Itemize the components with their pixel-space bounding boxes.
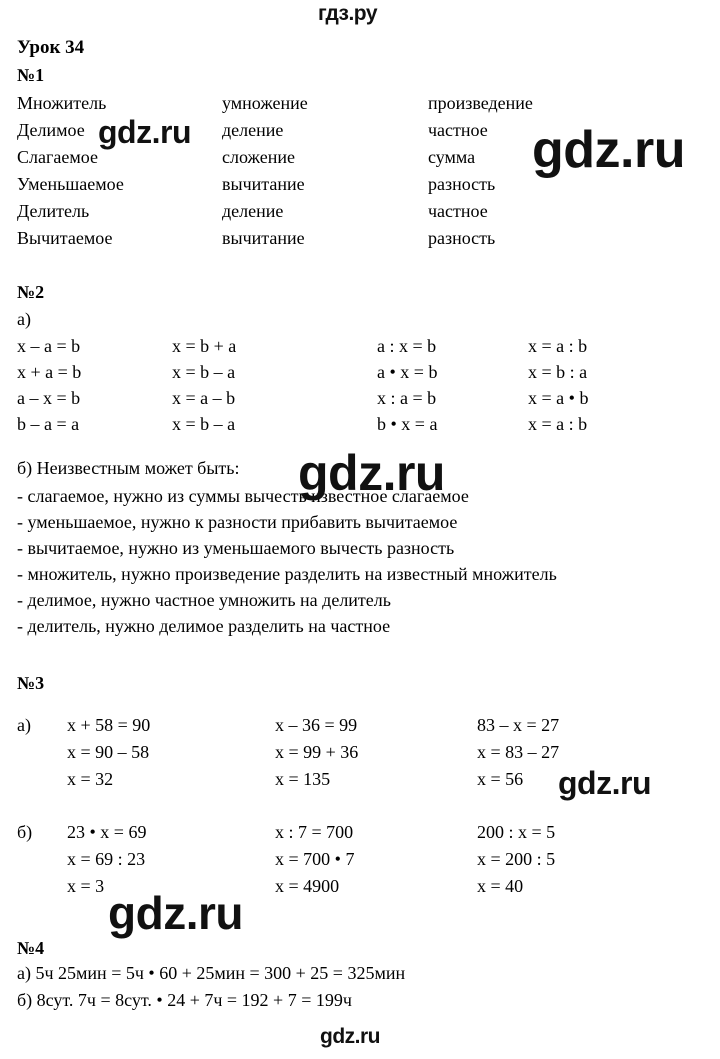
task-2-row-3-col-4: x = a • b <box>528 388 589 408</box>
list-item: - вычитаемое, нужно из уменьшаемого вычесть разность <box>17 538 455 558</box>
table-row-2-component: Делимое <box>17 120 85 140</box>
page-title: Урок 34 <box>17 37 85 58</box>
task-3a-col-2-line-1: x – 36 = 99 <box>275 715 358 735</box>
watermark-right: gdz.ru <box>532 121 685 179</box>
task-2-number: №2 <box>17 282 45 302</box>
table-row-4-component: Уменьшаемое <box>17 174 124 194</box>
task-3b-col-3-line-3: x = 40 <box>477 876 524 896</box>
watermark-left-lower: gdz.ru <box>108 887 243 939</box>
table-row-3-result: сумма <box>428 147 476 167</box>
watermark-top: гдз.ру <box>318 2 378 25</box>
table-row-2-result: частное <box>428 120 488 140</box>
task-2-row-2-col-3: a • x = b <box>377 362 438 382</box>
table-row-4-operation: вычитание <box>222 174 305 194</box>
task-2-row-3-col-2: x = a – b <box>172 388 236 408</box>
task-4-number: №4 <box>17 938 45 958</box>
task-2-row-2-col-2: x = b – a <box>172 362 236 382</box>
table-row-3-component: Слагаемое <box>17 147 98 167</box>
task-3-number: №3 <box>17 673 45 693</box>
task-2-row-1-col-1: x – a = b <box>17 336 81 356</box>
task-4-line-2: б) 8сут. 7ч = 8сут. • 24 + 7ч = 192 + 7 = 199ч <box>17 990 352 1010</box>
watermark-right-lower: gdz.ru <box>558 765 651 801</box>
task-3-part-a-label: а) <box>17 715 31 735</box>
list-item: - множитель, нужно произведение разделить на известный множитель <box>17 564 557 584</box>
table-row-5-operation: деление <box>222 201 284 221</box>
task-4-line-1: а) 5ч 25мин = 5ч • 60 + 25мин = 300 + 25 = 325мин <box>17 963 406 983</box>
task-3a-col-3-line-1: 83 – x = 27 <box>477 715 560 735</box>
table-row-2-operation: деление <box>222 120 284 140</box>
task-2-part-b-label: б) Неизвестным может быть: <box>17 458 240 478</box>
task-3b-col-1-line-1: 23 • x = 69 <box>67 822 147 842</box>
task-3a-col-1-line-3: x = 32 <box>67 769 114 789</box>
table-row-6-operation: вычитание <box>222 228 305 248</box>
table-row-4-result: разность <box>428 174 496 194</box>
task-3a-col-1-line-2: x = 90 – 58 <box>67 742 150 762</box>
task-2-row-1-col-4: x = a : b <box>528 336 588 356</box>
task-2-row-3-col-3: x : a = b <box>377 388 437 408</box>
task-3a-col-3-line-2: x = 83 – 27 <box>477 742 560 762</box>
task-1-number: №1 <box>17 65 45 85</box>
task-2-row-2-col-4: x = b : a <box>528 362 588 382</box>
watermark-bottom: gdz.ru <box>320 1025 380 1048</box>
task-2-row-3-col-1: a – x = b <box>17 388 81 408</box>
task-3a-col-3-line-3: x = 56 <box>477 769 524 789</box>
task-3a-col-2-line-2: x = 99 + 36 <box>275 742 359 762</box>
table-row-3-operation: сложение <box>222 147 295 167</box>
list-item: - слагаемое, нужно из суммы вычесть известное слагаемое <box>17 486 469 506</box>
task-3a-col-2-line-3: x = 135 <box>275 769 331 789</box>
table-row-5-component: Делитель <box>17 201 90 221</box>
task-3b-col-2-line-1: x : 7 = 700 <box>275 822 354 842</box>
task-2-row-4-col-2: x = b – a <box>172 414 236 434</box>
task-2-part-a-label: а) <box>17 309 31 329</box>
task-3b-col-2-line-2: x = 700 • 7 <box>275 849 355 869</box>
table-row-1-result: произведение <box>428 93 533 113</box>
task-2-row-1-col-2: x = b + a <box>172 336 237 356</box>
task-3a-col-1-line-1: x + 58 = 90 <box>67 715 151 735</box>
task-2-row-1-col-3: a : x = b <box>377 336 437 356</box>
task-2-row-4-col-1: b – a = a <box>17 414 80 434</box>
watermark-center: gdz.ru <box>298 445 445 501</box>
task-3b-col-3-line-2: x = 200 : 5 <box>477 849 556 869</box>
list-item: - уменьшаемое, нужно к разности прибавить вычитаемое <box>17 512 458 532</box>
table-row-6-component: Вычитаемое <box>17 228 113 248</box>
task-2-row-2-col-1: x + a = b <box>17 362 82 382</box>
table-row-1-component: Множитель <box>17 93 107 113</box>
task-2-row-4-col-4: x = a : b <box>528 414 588 434</box>
task-3b-col-1-line-3: x = 3 <box>67 876 105 896</box>
task-3b-col-3-line-1: 200 : x = 5 <box>477 822 556 842</box>
table-row-5-result: частное <box>428 201 488 221</box>
task-3b-col-1-line-2: x = 69 : 23 <box>67 849 146 869</box>
task-3b-col-2-line-3: x = 4900 <box>275 876 340 896</box>
task-3-part-b-label: б) <box>17 822 33 842</box>
list-item: - делитель, нужно делимое разделить на частное <box>17 616 391 636</box>
table-row-6-result: разность <box>428 228 496 248</box>
task-2-row-4-col-3: b • x = a <box>377 414 438 434</box>
table-row-1-operation: умножение <box>222 93 308 113</box>
list-item: - делимое, нужно частное умножить на делитель <box>17 590 391 610</box>
watermark-mid-left: gdz.ru <box>98 114 191 150</box>
